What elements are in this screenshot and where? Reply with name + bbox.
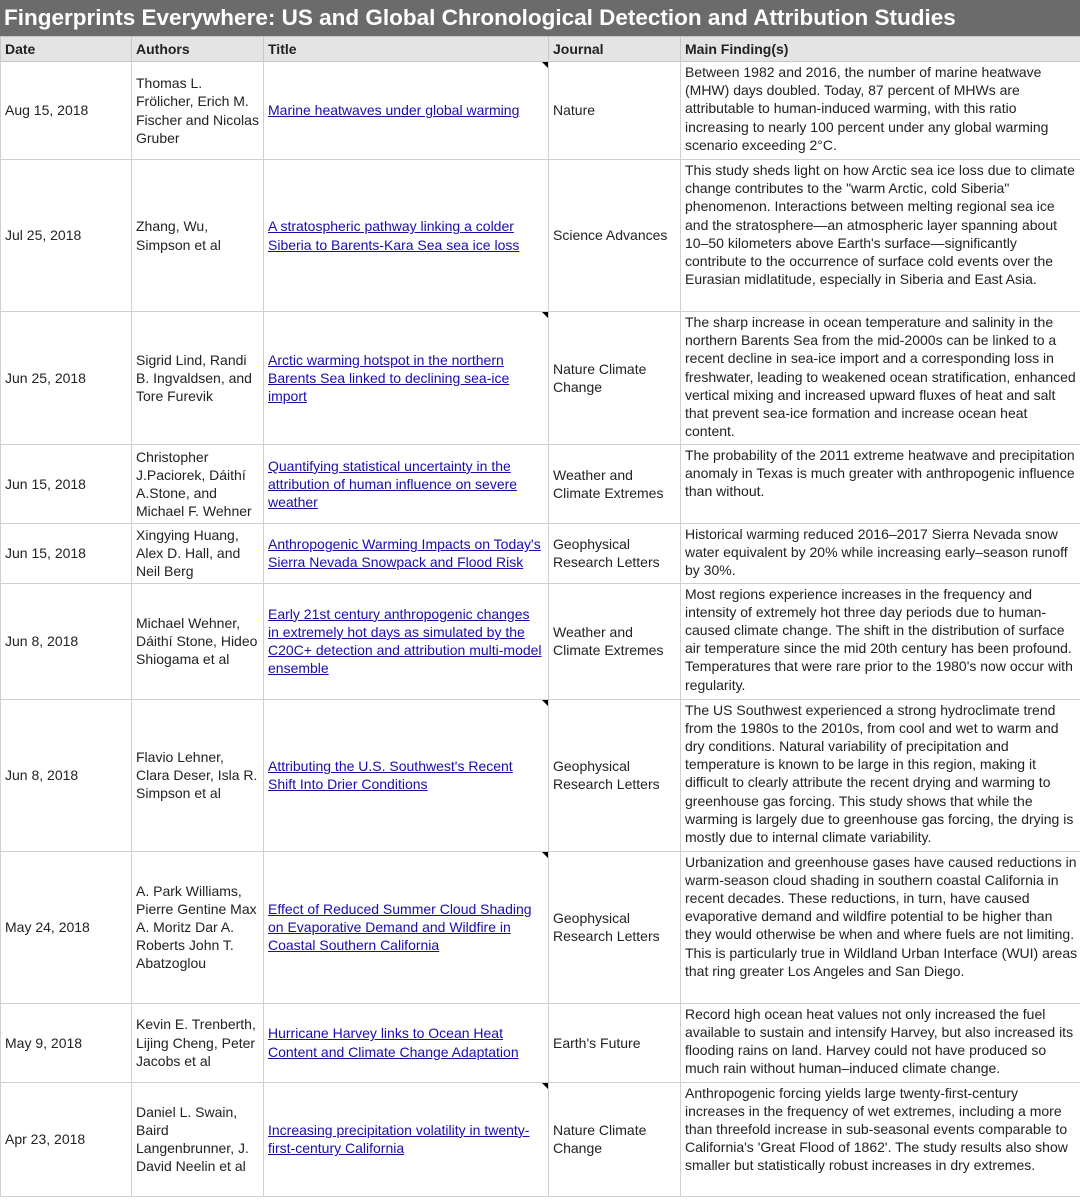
journal-cell[interactable]: Geophysical Research Letters (549, 699, 681, 851)
journal-cell[interactable]: Weather and Climate Extremes (549, 445, 681, 524)
table-row (1, 312, 1080, 445)
authors-cell[interactable]: Michael Wehner, Dáithí Stone, Hideo Shiogama et al (132, 583, 264, 699)
column-header-date[interactable]: Date (1, 37, 132, 62)
comment-indicator[interactable] (542, 312, 548, 318)
title-cell[interactable] (264, 1082, 549, 1196)
journal-cell[interactable]: Science Advances (549, 160, 681, 312)
finding-cell[interactable]: This study sheds light on how Arctic sea ice loss due to climate change contributes to the "warm Arctic, cold Siberia" phenomenon. Interactions between melting regional sea ice and the stratosphere—an atmospheric layer spanning about 10–50 kilometers above Earth's surface—significantly contribute to the occurrence of surface cold events over the Eurasian midlatitude, especially in Siberia and East Asia. (681, 160, 1080, 312)
sheet-title-banner (0, 0, 1080, 36)
authors-cell[interactable]: A. Park Williams, Pierre Gentine Max A. Moritz Dar A. Roberts John T. Abatzoglou (132, 851, 264, 1003)
studies-table (0, 36, 1080, 1197)
sheet-title: Fingerprints Everywhere: US and Global Chronological Detection and Attribution Studies (4, 5, 956, 30)
journal-cell[interactable]: Nature (549, 62, 681, 160)
column-header-title[interactable]: Title (264, 37, 549, 62)
date-cell[interactable]: May 9, 2018 (1, 1003, 132, 1082)
table-row (1, 1003, 1080, 1082)
comment-indicator[interactable] (542, 1083, 548, 1089)
authors-cell[interactable]: Daniel L. Swain, Baird Langenbrunner, J. David Neelin et al (132, 1082, 264, 1196)
finding-cell[interactable]: The sharp increase in ocean temperature and salinity in the northern Barents Sea from the mid-2000s can be linked to a recent decline in sea-ice import and a corresponding loss in freshwater, leading to weakened ocean stratification, enhanced vertical mixing and increased upward fluxes of heat and salt that prevent sea-ice formation and increase ocean heat content. (681, 312, 1080, 445)
title-cell[interactable] (264, 62, 549, 160)
journal-cell[interactable]: Earth's Future (549, 1003, 681, 1082)
finding-cell[interactable]: Record high ocean heat values not only increased the fuel available to sustain and intensify Harvey, but also increased its flooding rains on land. Harvey could not have produced so much rain without human–induced climate change. (681, 1003, 1080, 1082)
date-cell[interactable]: Jun 8, 2018 (1, 583, 132, 699)
title-cell[interactable] (264, 1003, 549, 1082)
column-header-authors[interactable]: Authors (132, 37, 264, 62)
title-cell[interactable] (264, 445, 549, 524)
authors-cell[interactable]: Sigrid Lind, Randi B. Ingvaldsen, and Tore Furevik (132, 312, 264, 445)
finding-cell[interactable]: The US Southwest experienced a strong hydroclimate trend from the 1980s to the 2010s, from cool and wet to warm and dry conditions. Natural variability of precipitation and temperature is known to be large in this region, making it difficult to clearly attribute the recent drying and warming to greenhouse gas forcing. This study shows that while the warming is largely due to greenhouse gas forcing, the drying is mostly due to internal climate variability. (681, 699, 1080, 851)
comment-indicator[interactable] (542, 700, 548, 706)
title-link[interactable]: Effect of Reduced Summer Cloud Shading on Evaporative Demand and Wildfire in Coastal Southern California (268, 900, 532, 954)
title-link[interactable]: Marine heatwaves under global warming (268, 102, 520, 119)
date-cell[interactable]: Jul 25, 2018 (1, 160, 132, 312)
title-cell[interactable] (264, 524, 549, 584)
table-row (1, 1082, 1080, 1196)
comment-indicator[interactable] (542, 852, 548, 858)
date-cell[interactable]: Jun 15, 2018 (1, 524, 132, 584)
finding-cell[interactable]: The probability of the 2011 extreme heatwave and precipitation anomaly in Texas is much greater with anthropogenic influence than without. (681, 445, 1080, 524)
title-link[interactable]: Quantifying statistical uncertainty in the attribution of human influence on severe weather (268, 457, 518, 511)
date-cell[interactable]: Jun 8, 2018 (1, 699, 132, 851)
title-cell[interactable] (264, 851, 549, 1003)
table-row (1, 160, 1080, 312)
date-cell[interactable]: Jun 15, 2018 (1, 445, 132, 524)
title-link[interactable]: Hurricane Harvey links to Ocean Heat Content and Climate Change Adaptation (268, 1025, 519, 1060)
date-cell[interactable]: Aug 15, 2018 (1, 62, 132, 160)
title-cell[interactable] (264, 583, 549, 699)
title-cell[interactable] (264, 160, 549, 312)
date-cell[interactable]: Apr 23, 2018 (1, 1082, 132, 1196)
header-row (1, 37, 1080, 62)
authors-cell[interactable]: Zhang, Wu, Simpson et al (132, 160, 264, 312)
journal-cell[interactable]: Geophysical Research Letters (549, 851, 681, 1003)
journal-cell[interactable]: Nature Climate Change (549, 312, 681, 445)
authors-cell[interactable]: Thomas L. Frölicher, Erich M. Fischer and Nicolas Gruber (132, 62, 264, 160)
authors-cell[interactable]: Xingying Huang, Alex D. Hall, and Neil Berg (132, 524, 264, 584)
authors-cell[interactable]: Kevin E. Trenberth, Lijing Cheng, Peter Jacobs et al (132, 1003, 264, 1082)
title-link[interactable]: Early 21st century anthropogenic changes in extremely hot days as simulated by the C20C+ detection and attribution multi-model ensemble (268, 605, 542, 677)
authors-cell[interactable]: Flavio Lehner, Clara Deser, Isla R. Simpson et al (132, 699, 264, 851)
title-link[interactable]: Increasing precipitation volatility in twenty-first-century California (268, 1121, 530, 1157)
journal-cell[interactable]: Weather and Climate Extremes (549, 583, 681, 699)
title-cell[interactable] (264, 699, 549, 851)
table-row (1, 583, 1080, 699)
journal-cell[interactable]: Geophysical Research Letters (549, 524, 681, 584)
column-header-main-findings[interactable]: Main Finding(s) (681, 37, 1080, 62)
comment-indicator[interactable] (542, 62, 548, 68)
title-cell[interactable] (264, 312, 549, 445)
table-row (1, 445, 1080, 524)
table-row (1, 699, 1080, 851)
column-header-journal[interactable]: Journal (549, 37, 681, 62)
date-cell[interactable]: Jun 25, 2018 (1, 312, 132, 445)
journal-cell[interactable]: Nature Climate Change (549, 1082, 681, 1196)
table-row (1, 524, 1080, 584)
title-link[interactable]: A stratospheric pathway linking a colder Siberia to Barents-Kara Sea sea ice loss (268, 218, 520, 253)
authors-cell[interactable]: Christopher J.Paciorek, Dáithí A.Stone, and Michael F. Wehner (132, 445, 264, 524)
table-row (1, 851, 1080, 1003)
title-link[interactable]: Attributing the U.S. Southwest's Recent Shift Into Drier Conditions (268, 757, 513, 793)
title-link[interactable]: Anthropogenic Warming Impacts on Today's Sierra Nevada Snowpack and Flood Risk (268, 536, 541, 571)
date-cell[interactable]: May 24, 2018 (1, 851, 132, 1003)
finding-cell[interactable]: Most regions experience increases in the frequency and intensity of extremely hot three day periods due to human-caused climate change. The shift in the distribution of surface air temperature since the mid 20th century has been profound. Temperatures that were rare prior to the 1980's now occur with regularity. (681, 583, 1080, 699)
table-row (1, 62, 1080, 160)
finding-cell[interactable]: Between 1982 and 2016, the number of marine heatwave (MHW) days doubled. Today, 87 percent of MHWs are attributable to human-induced warming, with this ratio increasing to nearly 100 percent under any global warming scenario exceeding 2°C. (681, 62, 1080, 160)
finding-cell[interactable]: Historical warming reduced 2016–2017 Sierra Nevada snow water equivalent by 20% while increasing early–season runoff by 30%. (681, 524, 1080, 584)
finding-cell[interactable]: Anthropogenic forcing yields large twenty-first-century increases in the frequency of wet extremes, including a more than threefold increase in sub-seasonal events comparable to California's 'Great Flood of 1862'. The study results also show smaller but statistically robust increases in dry extremes. (681, 1082, 1080, 1196)
finding-cell[interactable]: Urbanization and greenhouse gases have caused reductions in warm-season cloud shading in southern coastal California in recent decades. These reductions, in turn, have caused evaporative demand and wildfire potential to be higher than they would otherwise be when and where fuels are not limiting. This is particularly true in Wildland Urban Interface (WUI) areas that ring greater Los Angeles and San Diego. (681, 851, 1080, 1003)
title-link[interactable]: Arctic warming hotspot in the northern Barents Sea linked to declining sea-ice import (268, 351, 510, 405)
